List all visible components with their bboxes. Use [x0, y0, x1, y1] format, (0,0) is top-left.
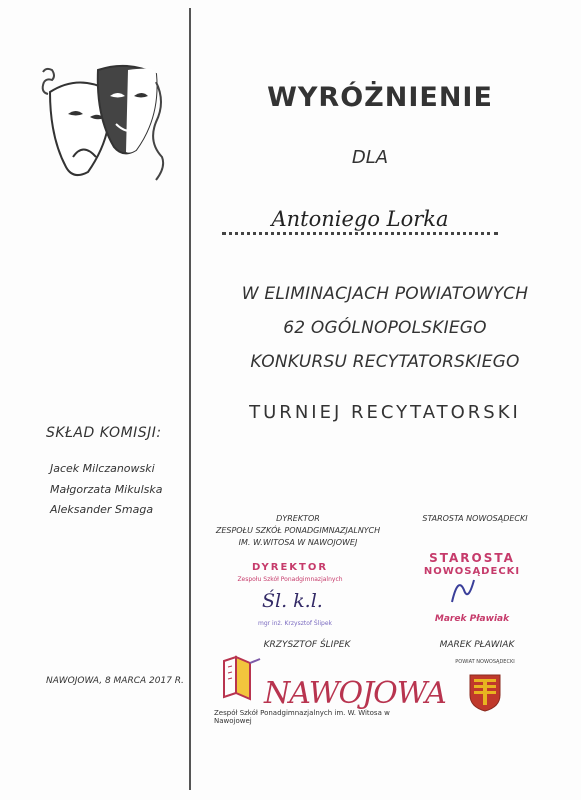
for-label: DLA: [351, 147, 389, 168]
committee-label: SKŁAD KOMISJI:: [46, 425, 162, 441]
starosta-stamp-sub: NOWOSĄDECKI: [423, 566, 521, 577]
certificate-title: WYRÓŻNIENIE: [267, 82, 493, 113]
starosta-stamp-title: STAROSTA: [429, 551, 515, 565]
vertical-divider: [189, 8, 191, 790]
director-header-line: DYREKTOR: [276, 514, 320, 523]
body-line-3: KONKURSU RECYTATORSKIEGO: [250, 352, 520, 372]
director-stamp-title: DYREKTOR: [251, 562, 329, 573]
powiat-shield-icon: [468, 673, 502, 713]
logo-text: NAWOJOWA: [264, 676, 446, 711]
director-header-line: IM. W.WITOSA W NAWOJOWEJ: [238, 538, 358, 547]
theatre-masks-icon: [38, 62, 168, 187]
powiat-label: POWIAT NOWOSĄDECKI: [455, 659, 515, 665]
school-name: Zespół Szkół Ponadgimnazjalnych im. W. Witosa w Nawojowej: [214, 709, 390, 725]
director-stamp-name: mgr inż. Krzysztof Ślipek: [258, 620, 332, 627]
recipient-name: Antoniego Lorka: [222, 207, 498, 235]
starosta-stamp-name: Marek Pławiak: [434, 614, 510, 624]
nawojowa-logo-icon: [220, 653, 264, 701]
body-line-1: W ELIMINACJACH POWIATOWYCH: [241, 284, 529, 304]
committee-member: Aleksander Smaga: [50, 503, 154, 516]
director-header: [208, 513, 388, 549]
starosta-header: STAROSTA NOWOSĄDECKI: [422, 514, 528, 523]
committee-member: Jacek Milczanowski: [50, 462, 155, 475]
director-stamp-sub: Zespołu Szkół Ponadgimnazjalnych: [237, 576, 343, 583]
director-name: KRZYSZTOF ŚLIPEK: [263, 640, 351, 650]
body-line-2: 62 OGÓLNOPOLSKIEGO: [283, 318, 487, 338]
starosta-name: MAREK PŁAWIAK: [439, 640, 515, 650]
starosta-signature-icon: [448, 572, 478, 608]
place-date: NAWOJOWA, 8 MARCA 2017 R.: [46, 676, 184, 686]
director-signature: Śl. k.l.: [262, 590, 323, 612]
category-label: TURNIEJ RECYTATORSKI: [249, 402, 521, 423]
committee-member: Małgorzata Mikulska: [50, 483, 163, 496]
director-header-line: ZESPOŁU SZKÓŁ PONADGIMNAZJALNYCH: [215, 526, 381, 535]
